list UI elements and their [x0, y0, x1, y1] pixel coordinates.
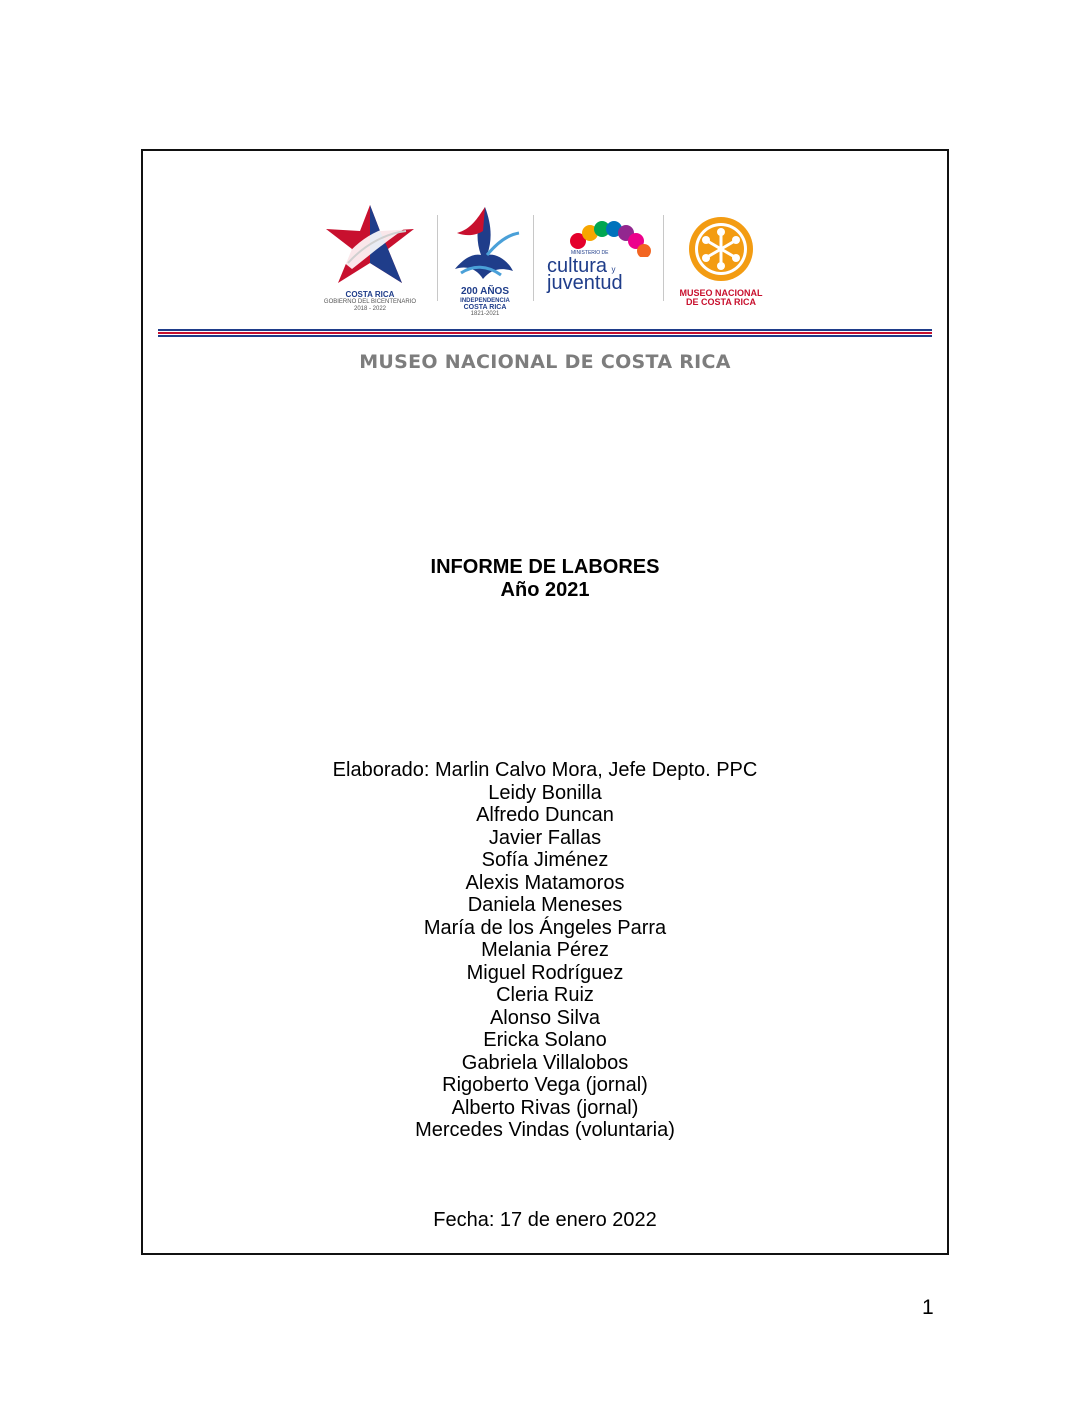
institution-heading: MUSEO NACIONAL DE COSTA RICA [359, 351, 731, 373]
museo-nacional-logo [669, 213, 773, 308]
credits-name: Rigoberto Vega (jornal) [442, 1074, 648, 1096]
report-title [143, 556, 947, 602]
200-anos-logo [443, 203, 527, 317]
ministerio-cultura-logo [541, 221, 659, 294]
credits-name: Melania Pérez [481, 939, 609, 961]
200-anos-line3: COSTA RICA [463, 303, 507, 311]
report-title-line2: Año 2021 [500, 579, 590, 601]
credits-name: María de los Ángeles Parra [423, 916, 667, 939]
credits-name: Miguel Rodríguez [466, 961, 624, 984]
logo-divider [533, 215, 534, 301]
cultura-line4: juventud [547, 272, 623, 295]
cultura-line2: cultura [547, 255, 608, 278]
credits-name: Ericka Solano [483, 1029, 607, 1051]
report-title-line1: INFORME DE LABORES [430, 556, 660, 578]
credits-name: Alexis Matamoros [465, 871, 625, 894]
200-anos-line2: INDEPENDENCIA [460, 297, 510, 304]
200-anos-line1: 200 AÑOS [461, 286, 509, 297]
credits-name: Alberto Rivas (jornal) [451, 1096, 639, 1119]
cultura-line1: MINISTERIO DE [571, 250, 609, 256]
credits-name: Leidy Bonilla [488, 781, 602, 804]
credits-name: Mercedes Vindas (voluntaria) [415, 1119, 675, 1141]
cultura-line3: y [611, 265, 616, 275]
museo-emblem-icon [685, 213, 757, 285]
credits-list [143, 759, 947, 1142]
credits-author: Elaborado: Marlin Calvo Mora, Jefe Depto. PPC [332, 759, 758, 781]
bicentenario-line1: COSTA RICA [345, 290, 395, 299]
cover-frame [141, 149, 949, 1255]
report-date: Fecha: 17 de enero 2022 [433, 1209, 657, 1231]
200-anos-line4: 1821-2021 [470, 311, 500, 318]
bicentenario-star-icon [322, 203, 418, 289]
credits-name: Javier Fallas [488, 826, 602, 849]
logo-divider [437, 215, 438, 301]
bicentenario-line3: 2018 - 2022 [353, 305, 387, 312]
logo-row [143, 203, 947, 323]
credits-name: Daniela Meneses [467, 894, 623, 916]
costa-rica-bicentenario-logo [315, 203, 425, 312]
museo-line1: MUSEO NACIONAL [679, 288, 763, 298]
hummingbird-icon [447, 203, 523, 287]
credits-name: Sofía Jiménez [481, 849, 609, 871]
logo-divider [663, 215, 664, 301]
credits-name: Alfredo Duncan [476, 804, 614, 826]
credits-name: Cleria Ruiz [496, 984, 594, 1006]
credits-name: Gabriela Villalobos [461, 1051, 629, 1074]
credits-name: Alonso Silva [489, 1006, 601, 1029]
museo-line2: DE COSTA RICA [685, 297, 756, 308]
flag-stripes [158, 329, 932, 337]
bicentenario-line2: GOBIERNO DEL BICENTENARIO [323, 299, 417, 306]
page-number: 1 [922, 1296, 934, 1319]
